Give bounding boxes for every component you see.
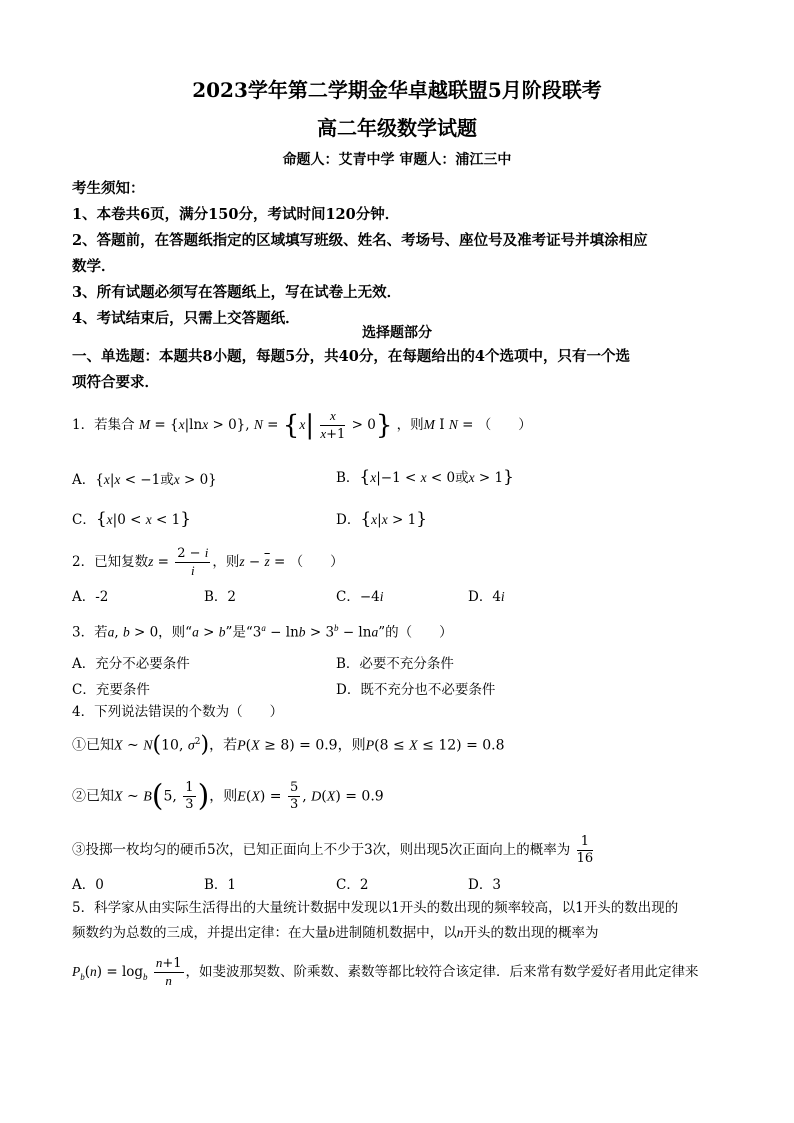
part-one-line: 一、单选题：本题共8小题，每题5分，共40分，在每题给出的4个选项中，只有一个选 (72, 348, 630, 365)
q4-option-b: B．1 (204, 877, 237, 893)
question-5-line-1: 5．科学家从由实际生活得出的大量统计数据中发现以1开头的数出现的频率较高，以1开头的数出现的 (72, 900, 679, 916)
notes-item: 1、本卷共6页，满分150分，考试时间120分钟． (72, 206, 400, 223)
q2-option-c: C．−4i (336, 589, 384, 605)
question-4: 4．下列说法错误的个数为（ ） (72, 704, 284, 720)
q1-blank: （ ） (477, 417, 532, 433)
q1-option-d: D．{x|x > 1} (336, 509, 428, 529)
question-5-line-3: $P_b(n) = \log_b$ $\frac{n+1}{n}$ ，如斐波那契数、阶乘数、素数等都比较符合该定律．后来常有数学爱好者用此定律来 (72, 955, 699, 988)
notes-heading: 考生须知： (72, 180, 145, 197)
q2-option-d: D．4i (468, 589, 505, 605)
q1-option-a: A．{x|x < −1或x > 0} (72, 472, 217, 488)
q1-then: ，则 (396, 417, 424, 433)
notes-item: 2、答题前，在答题纸指定的区域填写班级、姓名、考场号、座位号及准考证号并填涂相应 (72, 232, 648, 249)
q4-statement-2: ②已知X ~ B(5, $\frac{1}{3}$ )，则E(X) = $\frac{5}{3}$ , D(X) = 0.9 (72, 778, 384, 814)
q1-prefix: 1．若集合 (72, 417, 135, 433)
notes-item: 数学． (72, 258, 116, 275)
q4-statement-1: ①已知X ~ N(10, $\sigma^2$)，若P(X ≥ 8) = 0.9，则P(8 ≤ X ≤ 12) = 0.8 (72, 732, 505, 758)
candidate-notes (72, 176, 722, 332)
notes-item: 3、所有试题必须写在答题纸上，写在试卷上无效． (72, 284, 402, 301)
section-title: 选择题部分 (362, 325, 432, 341)
q1-option-b: B．{x|−1 < x < 0或x > 1} (336, 467, 514, 487)
q3-option-b: B．必要不充分条件 (336, 656, 454, 672)
part-one-instructions (72, 344, 722, 396)
question-5-line-2: 频数约为总数的三成，并提出定律：在大量b进制随机数据中，以n开头的数出现的概率为 (72, 925, 599, 941)
q4-statement-3: ③投掷一枚均匀的硬币5次，已知正面向上不少于3次，则出现5次正面向上的概率为 $\frac{1}{16}$ (72, 834, 594, 866)
question-1: 1．若集合 M = {x|lnx > 0}, N = {x| $\frac{x}{x+1}$ > 0} ，则M I N = （ ） (72, 408, 532, 442)
q4-option-d: D．3 (468, 877, 501, 893)
q3-option-c: C．充要条件 (72, 682, 150, 698)
question-3: 3．若a, b > 0，则“a > b”是“$3^a - \ln b > 3^b - \ln a$”的（ ） (72, 623, 453, 641)
q3-option-a: A．充分不必要条件 (72, 656, 190, 672)
exam-authors: 命题人：艾青中学 审题人：浦江三中 (282, 152, 512, 168)
question-2: 2．已知复数z = $\frac{2 - i}{i}$ ，则$z - \overline{z}$ = （ ） (72, 545, 344, 578)
notes-item: 4、考试结束后，只需上交答题纸． (72, 310, 300, 327)
exam-title: 2023学年第二学期金华卓越联盟5月阶段联考 (192, 78, 602, 102)
q4-option-c: C．2 (336, 877, 369, 893)
q1-option-c: C．{x|0 < x < 1} (72, 509, 192, 529)
exam-subtitle: 高二年级数学试题 (317, 116, 477, 140)
q4-option-a: A．0 (72, 877, 104, 893)
q2-option-b: B．2 (204, 589, 237, 605)
part-one-line: 项符合要求． (72, 374, 159, 391)
q3-option-d: D．既不充分也不必要条件 (336, 682, 496, 698)
q2-option-a: A．-2 (72, 589, 109, 605)
